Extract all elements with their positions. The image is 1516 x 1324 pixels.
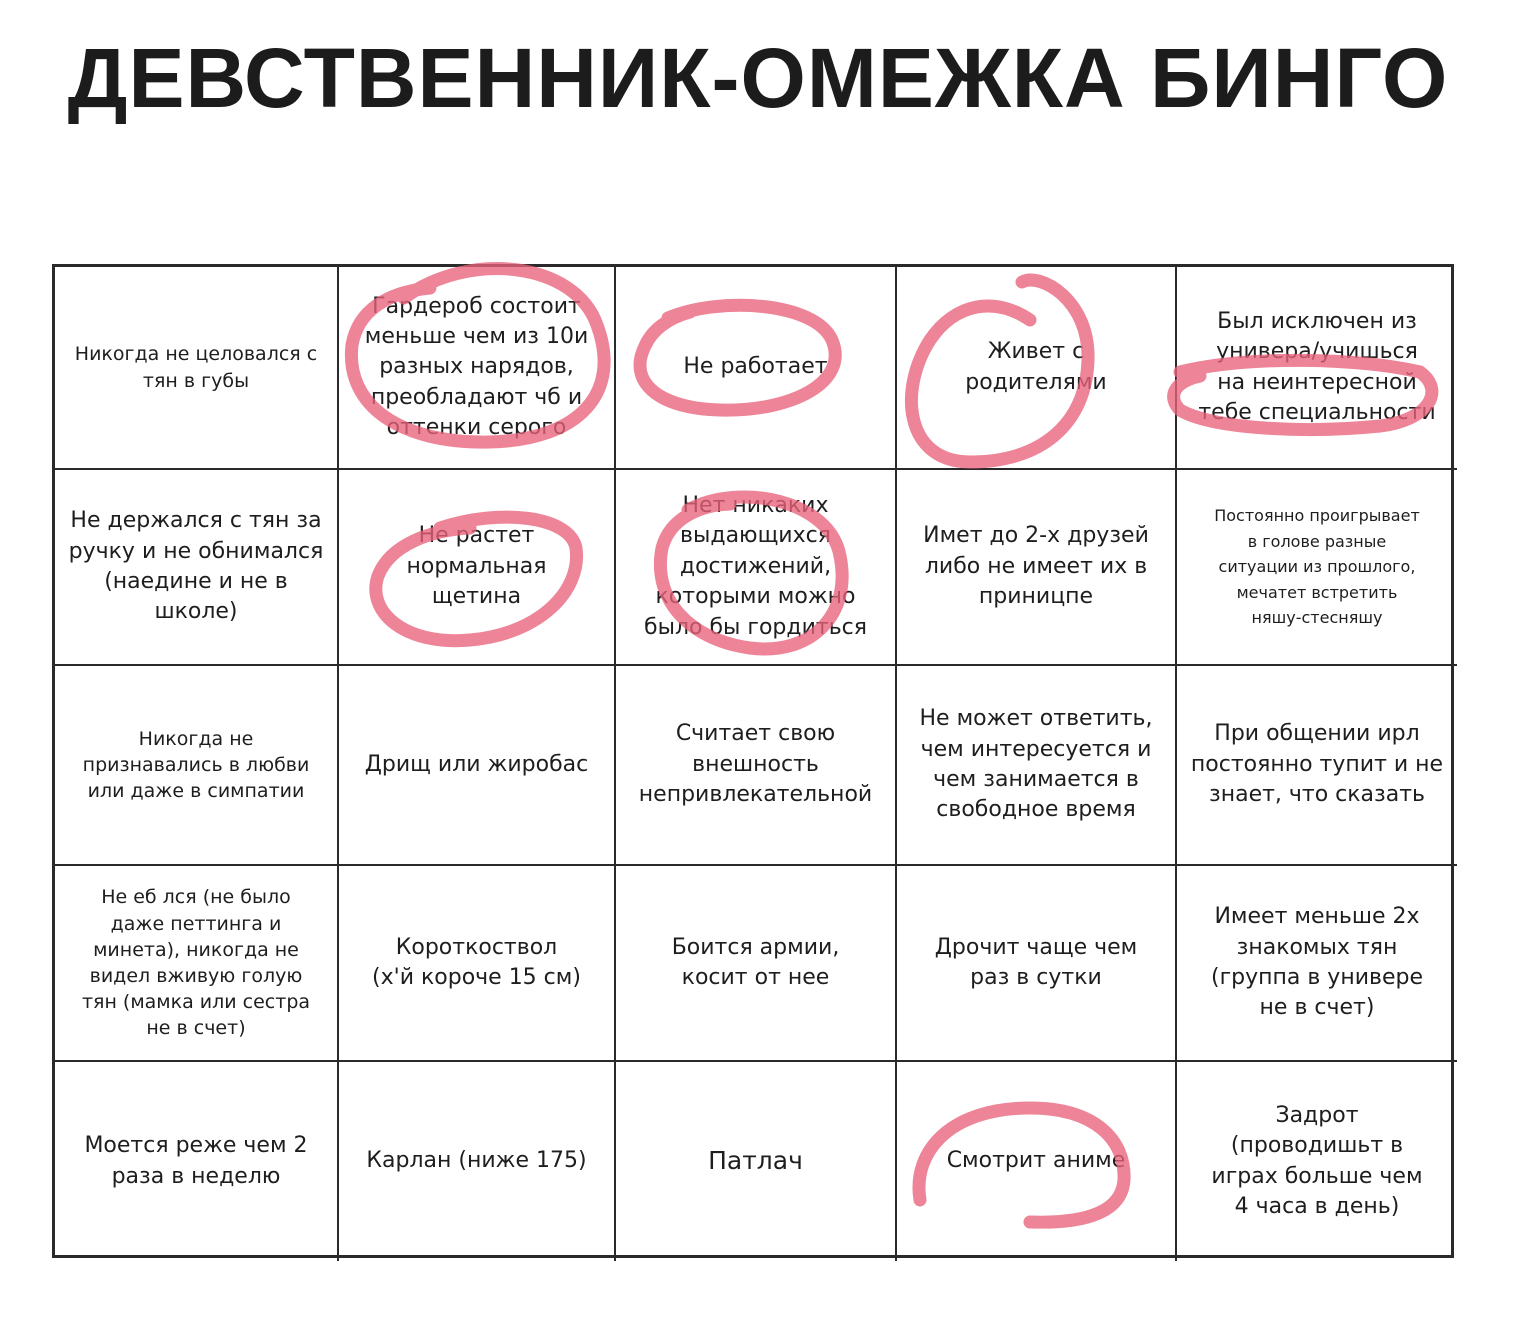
page-title: ДЕВСТВЕННИК-ОМЕЖКА БИНГО (67, 31, 1449, 125)
bingo-cell-r5c2[interactable]: Карлан (ниже 175) (339, 1062, 616, 1261)
bingo-cell-r1c2[interactable]: Гардероб состоит меньше чем из 10и разных нарядов, преобладают чб и оттенки серого (339, 267, 616, 470)
bingo-cell-r5c5[interactable]: Задрот (проводишьт в играх больше чем 4 часа в день) (1211, 1102, 1423, 1219)
bingo-cell-r4c4[interactable]: Дрочит чаще чем раз в сутки (897, 866, 1177, 1062)
bingo-cell-r5c1[interactable]: Моется реже чем 2 раза в неделю (55, 1062, 339, 1261)
bingo-cell-r3c2[interactable]: Дрищ или жиробас (339, 666, 616, 866)
bingo-cell-r3c4[interactable]: Не может ответить, чем интересуется и чем занимается в свободное время (897, 666, 1177, 866)
bingo-cell-r2c4[interactable]: Имет до 2-х друзей либо не имеет их в приницпе (897, 470, 1177, 666)
bingo-cell-r5c3[interactable]: Патлач (616, 1062, 897, 1261)
bingo-cell-r2c1[interactable]: Не держался с тян за ручку и не обнимался (наедине и не в школе) (55, 470, 339, 666)
bingo-cell-r1c3[interactable]: Не работает (616, 267, 897, 470)
bingo-cell-r3c3[interactable]: Считает свою внешность непривлекательной (616, 666, 897, 866)
bingo-cell-r2c5[interactable]: Постоянно проигрывает в голове разные ситуации из прошлого, мечатет встретить няшу-стесняшу (1177, 470, 1457, 666)
bingo-cell-r2c3[interactable]: Нет никаких выдающихся достижений, которыми можно было бы гордиться (616, 470, 897, 666)
bingo-cell-r1c1[interactable]: Никогда не целовался с тян в губы (55, 267, 339, 470)
bingo-cell-r4c5[interactable]: Имеет меньше 2х знакомых тян (группа в универе не в счет) (1177, 866, 1457, 1062)
bingo-cell-r1c5[interactable]: Был исключен из универа/учишься на неинтересной тебе специальности (1177, 267, 1457, 470)
bingo-grid (52, 264, 1454, 1258)
bingo-cell-r1c4[interactable]: Живет с родителями (897, 267, 1177, 470)
bingo-cell-r4c1[interactable]: Не еб лся (не было даже петтинга и минета), никогда не видел вживую голую тян (мамка или сестра не в счет) (55, 866, 339, 1062)
bingo-cell-r3c5[interactable]: При общении ирл постоянно тупит и не знает, что сказать (1177, 666, 1457, 866)
bingo-cell-r5c4[interactable]: Смотрит аниме (897, 1062, 1177, 1261)
bingo-cell-r3c1[interactable]: Никогда не признавались в любви или даже в симпатии (55, 666, 339, 866)
bingo-cell-r4c3[interactable]: Боится армии, косит от нее (616, 866, 897, 1062)
bingo-cell-r2c2[interactable]: Не растет нормальная щетина (339, 470, 616, 666)
bingo-cell-r4c2[interactable]: Короткоствол (х'й короче 15 см) (339, 866, 616, 1062)
